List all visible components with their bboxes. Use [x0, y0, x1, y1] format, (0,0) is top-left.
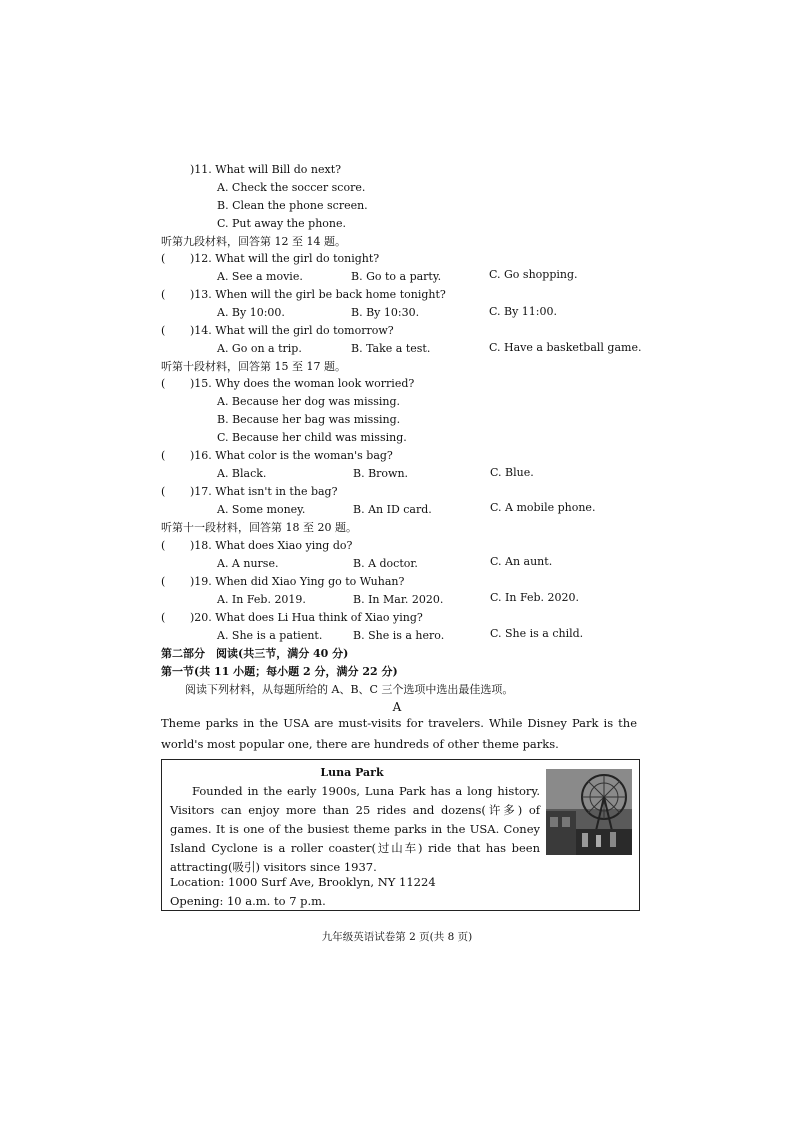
- luna-park-box: [161, 759, 640, 911]
- option-14a: A. Go on a trip.: [217, 342, 302, 355]
- passage-intro: Theme parks in the USA are must-visits for travelers. While Disney Park is the world's most popular one, there are hundreds of other theme parks.: [161, 716, 637, 751]
- part-2-title: 第二部分 阅读(共三节，满分 40 分): [161, 647, 349, 660]
- option-16b: B. Brown.: [353, 467, 409, 480]
- option-15a: A. Because her dog was missing.: [217, 395, 401, 408]
- option-17a: A. Some money.: [217, 503, 306, 516]
- option-11c: C. Put away the phone.: [217, 217, 347, 230]
- answer-paren: (: [161, 539, 166, 552]
- section-header-9: 听第九段材料，回答第 12 至 14 题。: [161, 235, 346, 248]
- question-11: )11. What will Bill do next?: [190, 163, 342, 176]
- answer-paren: (: [161, 377, 166, 390]
- option-14c: C. Have a basketball game.: [489, 341, 642, 354]
- option-11a: A. Check the soccer score.: [217, 181, 366, 194]
- ferris-wheel-photo: [546, 769, 632, 855]
- option-18b: B. A doctor.: [353, 557, 418, 570]
- option-11b: B. Clean the phone screen.: [217, 199, 368, 212]
- question-16: )16. What color is the woman's bag?: [190, 449, 393, 462]
- answer-paren: (: [161, 288, 166, 301]
- luna-park-opening: Opening: 10 a.m. to 7 p.m.: [170, 894, 326, 908]
- option-13a: A. By 10:00.: [217, 306, 285, 319]
- question-14: )14. What will the girl do tomorrow?: [190, 324, 394, 337]
- option-18a: A. A nurse.: [217, 557, 279, 570]
- option-12c: C. Go shopping.: [489, 268, 578, 281]
- option-19c: C. In Feb. 2020.: [490, 591, 580, 604]
- answer-paren: (: [161, 252, 166, 265]
- option-17b: B. An ID card.: [353, 503, 432, 516]
- option-20a: A. She is a patient.: [217, 629, 323, 642]
- option-13b: B. By 10:30.: [351, 306, 420, 319]
- page-footer: 九年级英语试卷第 2 页(共 8 页): [321, 931, 473, 943]
- option-12a: A. See a movie.: [217, 270, 303, 283]
- option-15c: C. Because her child was missing.: [217, 431, 407, 444]
- luna-park-title: Luna Park: [320, 766, 384, 779]
- reading-instruction: 阅读下列材料，从每题所给的 A、B、C 三个选项中选出最佳选项。: [185, 683, 514, 696]
- option-12b: B. Go to a party.: [351, 270, 442, 283]
- question-13: )13. When will the girl be back home tonight?: [190, 288, 446, 301]
- option-18c: C. An aunt.: [490, 555, 553, 568]
- answer-paren: (: [161, 449, 166, 462]
- option-14b: B. Take a test.: [351, 342, 431, 355]
- option-16a: A. Black.: [217, 467, 267, 480]
- option-13c: C. By 11:00.: [489, 305, 558, 318]
- answer-paren: (: [161, 611, 166, 624]
- option-19b: B. In Mar. 2020.: [353, 593, 444, 606]
- option-19a: A. In Feb. 2019.: [217, 593, 306, 606]
- option-20b: B. She is a hero.: [353, 629, 445, 642]
- passage-label: A: [392, 700, 402, 714]
- question-15: )15. Why does the woman look worried?: [190, 377, 415, 390]
- question-20: )20. What does Li Hua think of Xiao ying?: [190, 611, 423, 624]
- option-17c: C. A mobile phone.: [490, 501, 596, 514]
- question-18: )18. What does Xiao ying do?: [190, 539, 353, 552]
- answer-paren: (: [161, 575, 166, 588]
- section-header-10: 听第十段材料，回答第 15 至 17 题。: [161, 360, 346, 373]
- section-header-11: 听第十一段材料，回答第 18 至 20 题。: [161, 521, 357, 534]
- question-17: )17. What isn't in the bag?: [190, 485, 338, 498]
- option-20c: C. She is a child.: [490, 627, 584, 640]
- question-19: )19. When did Xiao Ying go to Wuhan?: [190, 575, 405, 588]
- section-1-title: 第一节(共 11 小题；每小题 2 分，满分 22 分): [161, 665, 398, 678]
- option-15b: B. Because her bag was missing.: [217, 413, 401, 426]
- question-12: )12. What will the girl do tonight?: [190, 252, 380, 265]
- answer-paren: (: [161, 485, 166, 498]
- luna-park-location: Location: 1000 Surf Ave, Brooklyn, NY 11224: [170, 875, 436, 889]
- answer-paren: (: [161, 324, 166, 337]
- option-16c: C. Blue.: [490, 466, 534, 479]
- luna-park-text: Founded in the early 1900s, Luna Park has a long history. Visitors can enjoy more than 25 rides and dozens(许多) of games. It is one of the busiest theme parks in the USA. Coney Island Cyclone is a roller coaster(过山车) ride that has been attracting(吸引) visitors since 1937.: [170, 784, 540, 874]
- luna-park-description: [170, 782, 540, 877]
